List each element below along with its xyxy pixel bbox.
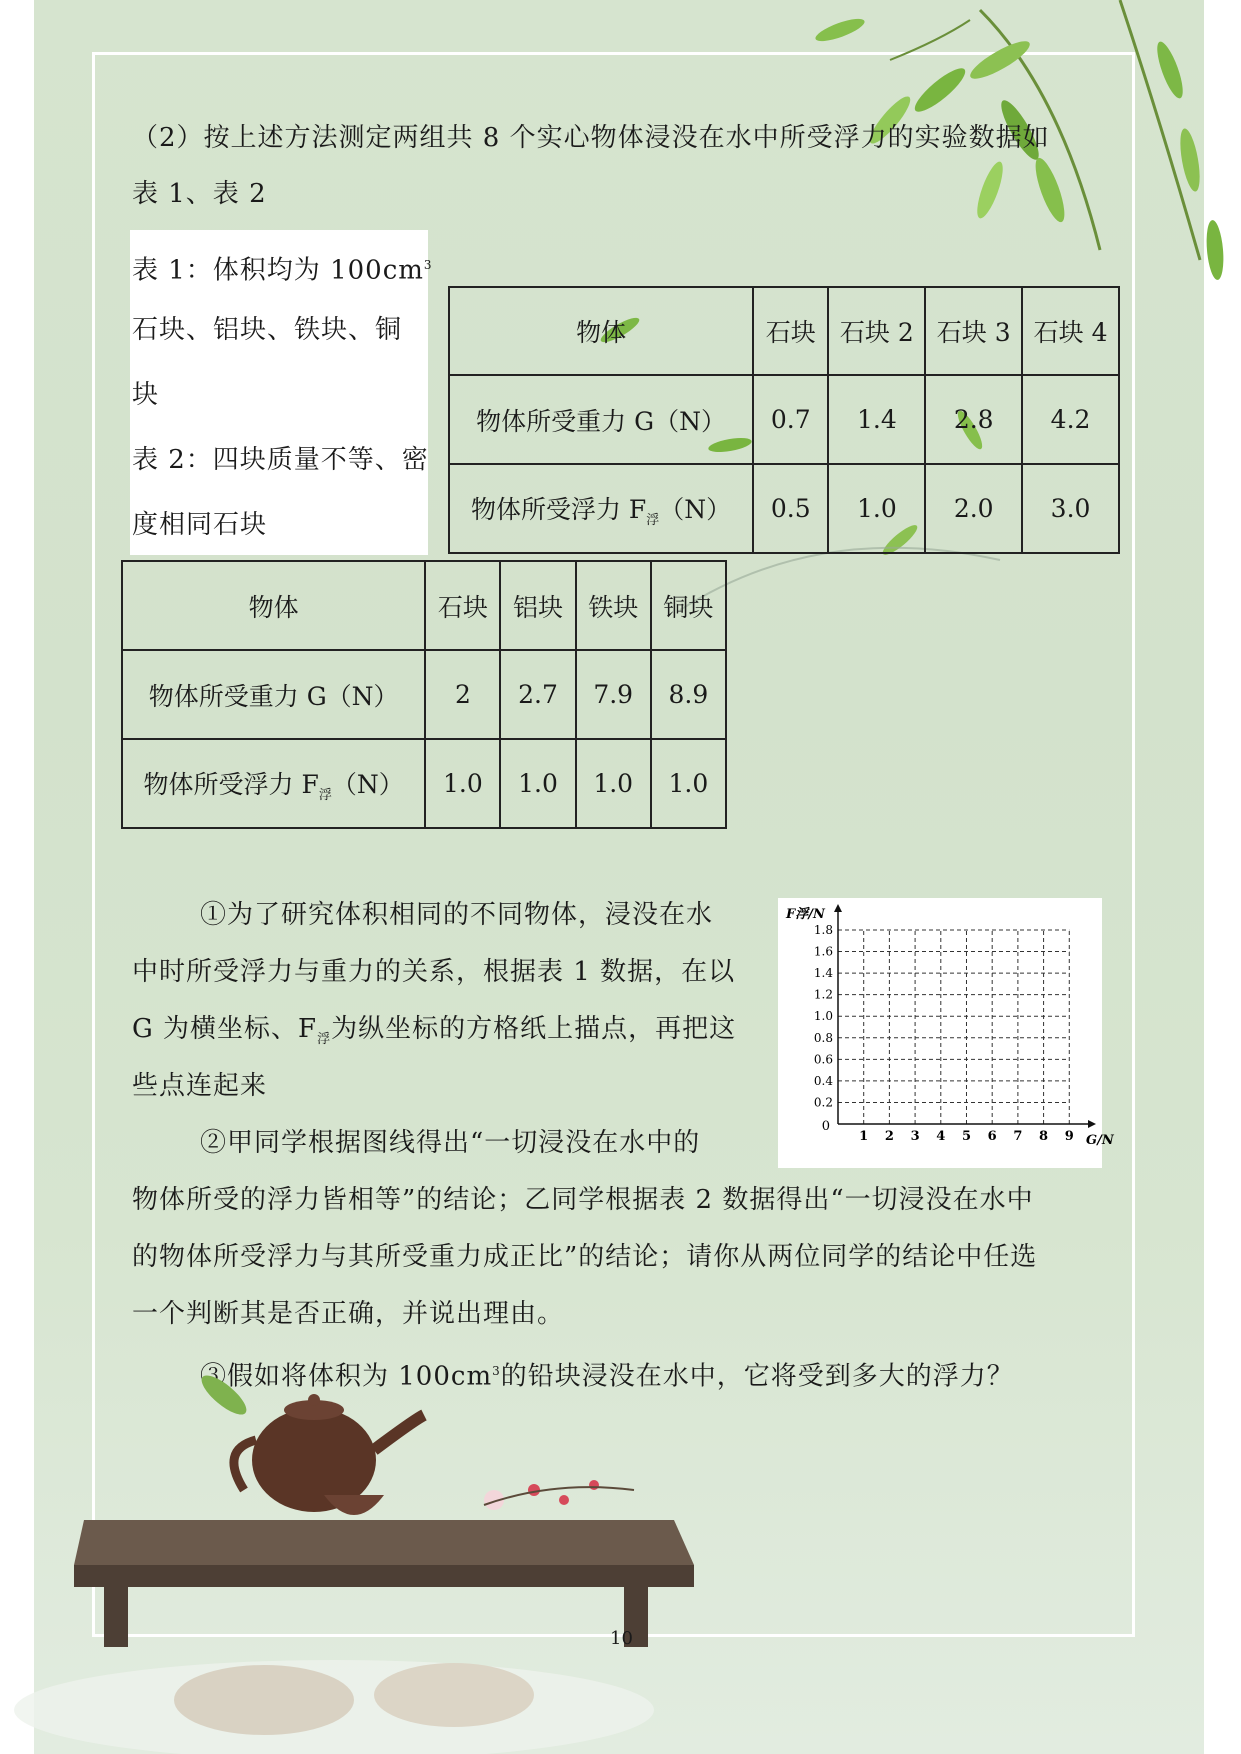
table-cell: 4.2 (1022, 375, 1119, 464)
row-label-text: 物体所受浮力 F (470, 494, 647, 524)
y-axis-arrow (834, 904, 842, 912)
table-cell: 2.7 (500, 650, 575, 739)
x-axis-arrow (1088, 1120, 1096, 1128)
table-row (122, 739, 726, 828)
q1-line-3-sub: 浮 (317, 1032, 332, 1048)
tea-table-decoration (34, 1380, 754, 1754)
q1-line-3-b: 为纵坐标的方格纸上描点，再把这 (331, 1014, 737, 1044)
table-cell: 7.9 (576, 650, 651, 739)
header-cell: 铁块 (576, 561, 651, 650)
y-axis-label: F浮/N (786, 907, 825, 922)
x-axis-label: G/N (1086, 1133, 1114, 1148)
table-cell: 1.4 (828, 375, 925, 464)
x-tick-label: 3 (910, 1129, 920, 1144)
y-tick-label: 1.2 (813, 987, 833, 1002)
table-cell: 0.5 (753, 464, 828, 553)
page-number: 10 (610, 1628, 633, 1649)
row-label-sub: 浮 (646, 512, 660, 528)
header-cell: 石块 4 (1022, 287, 1119, 375)
table-row (449, 375, 1119, 464)
y-tick-label: 0.4 (813, 1073, 833, 1088)
table-metals (121, 560, 727, 829)
q3-sup: 3 (492, 1364, 501, 1378)
header-cell: 石块 2 (828, 287, 925, 375)
q1-line-4: 些点连起来 (132, 1071, 268, 1101)
q1-line-3-a: G 为横坐标、F (132, 1014, 318, 1044)
table2-caption-line-2: 度相同石块 (132, 510, 268, 540)
y-tick-label: 0.8 (813, 1030, 833, 1045)
row-label: 物体所受重力 G（N） (449, 375, 753, 464)
q3-text-b: 的铅块浸没在水中，它将受到多大的浮力？ (500, 1361, 1014, 1392)
row-label-text: 物体所受浮力 F (143, 769, 319, 799)
table-row (122, 561, 726, 650)
row-label-unit: （N） (331, 769, 404, 799)
table-cell: 1.0 (651, 739, 726, 828)
q2-line-3: 的物体所受浮力与其所受重力成正比”的结论；请你从两位同学的结论中任选 (132, 1242, 1038, 1272)
table-cell: 0.7 (753, 375, 828, 464)
table-cell: 1.0 (425, 739, 500, 828)
y-tick-label: 0.6 (813, 1052, 833, 1067)
q2-line-1: ②甲同学根据图线得出“一切浸没在水中的 (200, 1128, 701, 1158)
table1-caption-sup: 3 (423, 258, 433, 272)
buoyancy-chart (778, 898, 1114, 1168)
table-cell: 2 (425, 650, 500, 739)
table-cell: 1.0 (576, 739, 651, 828)
y-tick-label: 1.8 (813, 922, 833, 937)
intro-line-1: （2）按上述方法测定两组共 8 个实心物体浸没在水中所受浮力的实验数据如 (132, 123, 1050, 153)
table-row (449, 287, 1119, 375)
q1-line-1: ①为了研究体积相同的不同物体，浸没在水 (200, 900, 714, 930)
header-cell: 石块 (425, 561, 500, 650)
y-tick-label: 1.6 (813, 944, 833, 959)
q2-line-2: 物体所受的浮力皆相等”的结论；乙同学根据表 2 数据得出“一切浸没在水中 (132, 1185, 1034, 1215)
table1-caption (132, 237, 433, 299)
header-cell: 物体 (122, 561, 425, 650)
y-tick-label: 0.2 (813, 1095, 833, 1110)
q1-line-2: 中时所受浮力与重力的关系，根据表 1 数据，在以 (132, 957, 736, 987)
x-tick-label: 7 (1013, 1129, 1023, 1144)
header-cell: 铝块 (500, 561, 575, 650)
header-cell: 石块 3 (925, 287, 1022, 375)
x-tick-label: 9 (1064, 1129, 1074, 1144)
table1-caption-text: 表 1：体积均为 100cm (132, 255, 424, 286)
x-tick-label: 5 (961, 1129, 972, 1144)
row-label: 物体所受重力 G（N） (122, 650, 425, 739)
table-stones (448, 286, 1120, 554)
intro-line-2: 表 1、表 2 (132, 179, 267, 209)
x-tick-label: 2 (884, 1129, 894, 1144)
table-cell: 2.0 (925, 464, 1022, 553)
graph-paper (778, 898, 1114, 1168)
header-cell: 铜块 (651, 561, 726, 650)
table-cell: 1.0 (828, 464, 925, 553)
q2-line-4: 一个判断其是否正确，并说出理由。 (132, 1299, 565, 1329)
row-label (449, 464, 753, 553)
table-cell: 1.0 (500, 739, 575, 828)
table-cell: 8.9 (651, 650, 726, 739)
table-row (449, 464, 1119, 553)
x-tick-label: 8 (1039, 1129, 1049, 1144)
table1-caption-line-2: 石块、铝块、铁块、铜 (132, 315, 403, 345)
table-row (122, 650, 726, 739)
table-cell: 3.0 (1022, 464, 1119, 553)
x-tick-label: 4 (936, 1129, 946, 1144)
row-label-sub: 浮 (318, 787, 332, 803)
table2-caption: 表 2：四块质量不等、密 (132, 445, 429, 475)
table1-caption-line-3: 块 (132, 380, 160, 410)
x-tick-label: 1 (859, 1129, 869, 1144)
header-cell: 物体 (449, 287, 753, 375)
origin-label: 0 (821, 1119, 830, 1134)
q3-text-a: ③假如将体积为 100cm (200, 1361, 493, 1392)
y-tick-label: 1.4 (813, 966, 833, 981)
table-cell: 2.8 (925, 375, 1022, 464)
x-tick-label: 6 (987, 1129, 997, 1144)
header-cell: 石块 (753, 287, 828, 375)
row-label (122, 739, 425, 828)
y-tick-label: 1.0 (813, 1009, 833, 1024)
row-label-unit: （N） (659, 494, 732, 524)
